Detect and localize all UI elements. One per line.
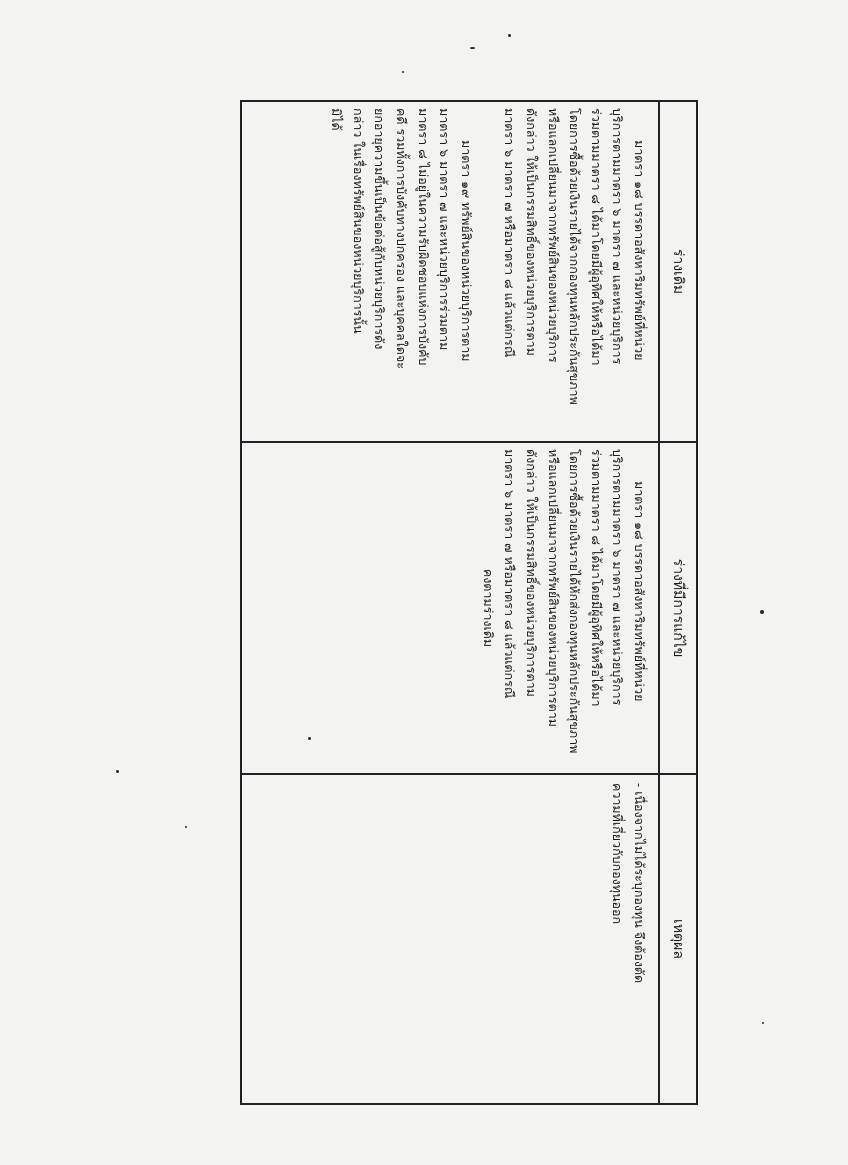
table-body-row [242,102,658,1103]
text-line: มาตรา ๑๘ บรรดาอสังหาริมทรัพย์ที่หน่วย [632,140,647,361]
text-line: ร่วมตามมาตรา ๘ ได้มาโดยมีผู้อุทิศให้หรือได้มา [588,108,604,366]
text-line: มาตรา ๘ ไม่อยู่ในความรับผิดชอบแห่งการบังคับ [415,108,431,366]
reason-cell [242,775,658,1103]
scan-speck [762,1022,764,1024]
reason-line: - เนื่องจากไม่ได้ระบุกองทุน จึงต้องตัด [632,783,647,984]
reason-line: ความที่เกี่ยวกับกองทุนออก [610,783,626,925]
text-line: ร่วมตามมาตรา ๘ ได้มาโดยมีผู้อุทิศให้หรือได้มา [588,449,604,707]
text-line: คดี รวมทั้งการบังคับทางปกครอง และบุคคลใดจะ [394,108,410,369]
scan-speck [185,826,187,828]
rotated-table-container [240,100,698,1105]
revised-text-cell [242,443,658,775]
unchanged-note: คงตามร่างเดิม [480,568,496,648]
text-line: บุริการตามมาตรา ๖ มาตรา ๗ และหน่วยบุริการ [610,108,626,365]
text-line: มาตรา ๑๘ บรรดาอสังหาริมทรัพย์ที่หน่วย [632,481,647,702]
scan-speck [508,34,511,37]
text-line: มิได้ [329,108,345,131]
scan-speck [402,71,404,73]
text-line: หรือแลกเปลี่ยนมาจากทรัพย์สินของหน่วยบุริการ [545,108,561,363]
text-line: บุริการตามมาตรา ๖ มาตรา ๗ และหน่วยบุริการ [610,449,626,706]
text-line: มาตรา ๑๙ ทรัพย์สินของหน่วยบุริการตาม [458,140,474,362]
text-line: โดยการซื้อด้วยเงินรายได้จากกองทุนหลักประกันสุขภาพ [567,108,583,405]
header-revised: ร่างที่มีการแก้ไข [660,443,696,775]
text-line: มาตรา ๖ มาตรา ๗ หรือมาตรา ๘ แล้วแต่กรณี [502,108,518,358]
text-line: กล่าว ในเรื่องทรัพย์สินของหน่วยบุริการนั้น [350,108,366,334]
text-line: ดังกล่าว ให้เป็นกรรมสิทธิ์ของหน่วยบุริการตาม [524,449,540,697]
header-reason: เหตุผล [670,919,686,959]
text-line: โดยการซื้อด้วยเงินรายได้หักส่งกองทุนหลักประกันสุขภาพ [567,449,583,754]
header-original: ร่างเดิม [660,102,696,443]
text-line: ดังกล่าว ให้เป็นกรรมสิทธิ์ของหน่วยบุริการตาม [524,108,540,356]
text-line: มาตรา ๖ มาตรา ๗ หรือมาตรา ๘ แล้วแต่กรณี [502,449,518,699]
scan-speck [470,47,475,49]
scan-speck [760,610,764,614]
text-line: ยกอายุความขึ้นเป็นข้อต่อสู้กับหน่วยบุริการดัง [372,108,388,350]
original-text-cell [242,102,658,443]
comparison-table [240,100,698,1105]
paragraph-spacer [477,108,499,435]
scan-speck [116,770,119,773]
text-line: มาตรา ๖ มาตรา ๗ และหน่วยบุริการร่วมตาม [437,108,453,351]
text-line: หรือแลกเปลี่ยนมาจากทรัพย์สินของหน่วยบุริการตาม [545,449,561,727]
table-header-row [658,102,696,1103]
